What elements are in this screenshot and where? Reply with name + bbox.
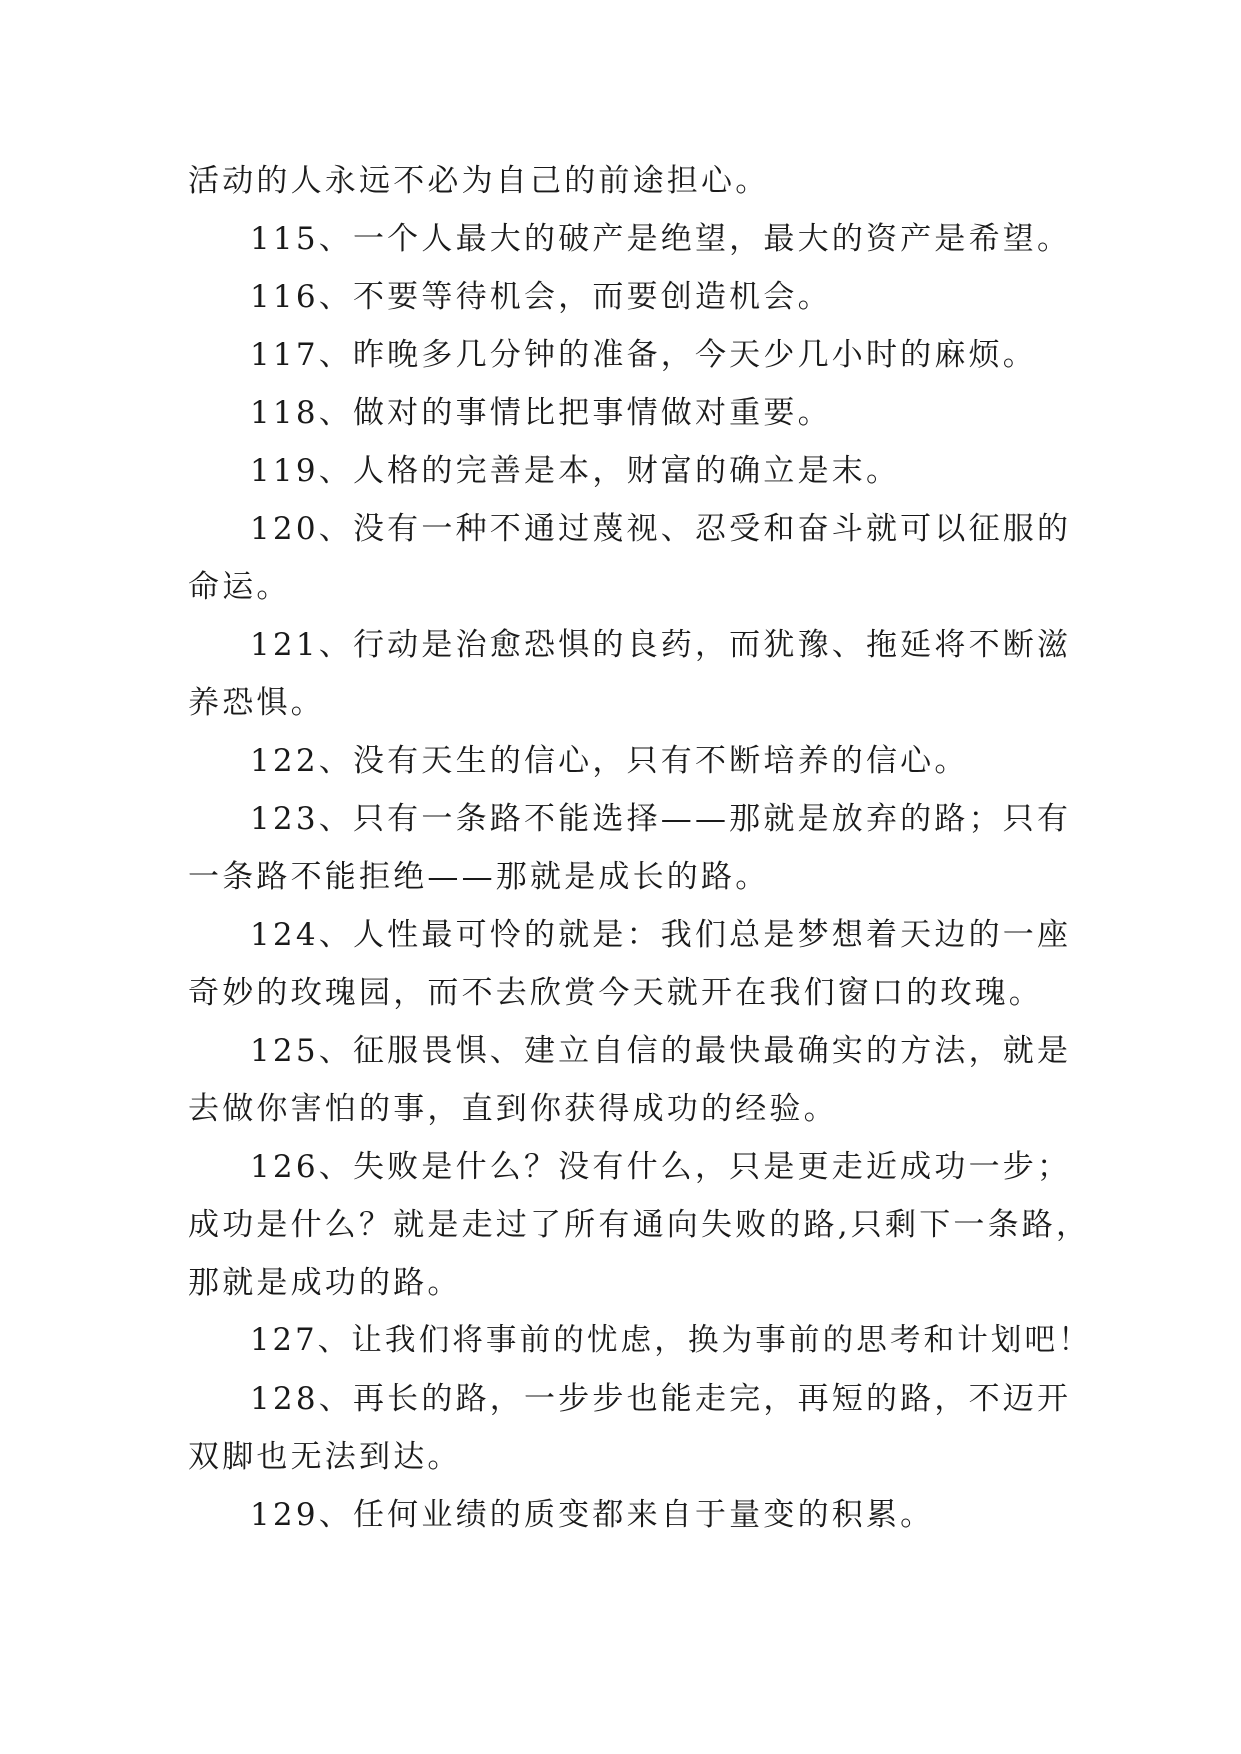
text-line: 125、征服畏惧、建立自信的最快最确实的方法，就是 [250,1033,1072,1069]
text-line: 那就是成功的路。 [188,1265,462,1301]
text-line: 活动的人永远不必为自己的前途担心。 [188,163,770,199]
text-line: 120、没有一种不通过蔑视、忍受和奋斗就可以征服的 [250,511,1072,547]
text-line: 126、失败是什么？没有什么，只是更走近成功一步； [250,1149,1072,1185]
text-line: 119、人格的完善是本，财富的确立是末。 [250,453,901,489]
text-line: 116、不要等待机会，而要创造机会。 [250,279,832,315]
text-line: 命运。 [188,569,291,605]
text-line: 养恐惧。 [188,685,325,721]
text-line: 一条路不能拒绝——那就是成长的路。 [188,859,770,895]
text-line: 121、行动是治愈恐惧的良药，而犹豫、拖延将不断滋 [250,627,1072,663]
text-line: 127、让我们将事前的忧虑，换为事前的思考和计划吧！ [250,1323,1092,1358]
text-line: 115、一个人最大的破产是绝望，最大的资产是希望。 [250,221,1072,257]
text-line: 124、人性最可怜的就是：我们总是梦想着天边的一座 [250,917,1072,953]
text-line: 128、再长的路，一步步也能走完，再短的路，不迈开 [250,1381,1072,1417]
text-line: 123、只有一条路不能选择——那就是放弃的路；只有 [250,801,1072,837]
text-line: 双脚也无法到达。 [188,1439,462,1475]
text-line: 成功是什么？就是走过了所有通向失败的路,只剩下一条路， [188,1207,1091,1243]
text-line: 117、昨晚多几分钟的准备，今天少几小时的麻烦。 [250,337,1037,373]
text-line: 奇妙的玫瑰园，而不去欣赏今天就开在我们窗口的玫瑰。 [188,975,1043,1011]
text-line: 129、任何业绩的质变都来自于量变的积累。 [250,1497,935,1533]
document-body [188,152,1092,1544]
text-line: 去做你害怕的事，直到你获得成功的经验。 [188,1091,838,1127]
text-line: 122、没有天生的信心，只有不断培养的信心。 [250,743,969,779]
text-line: 118、做对的事情比把事情做对重要。 [250,395,832,431]
